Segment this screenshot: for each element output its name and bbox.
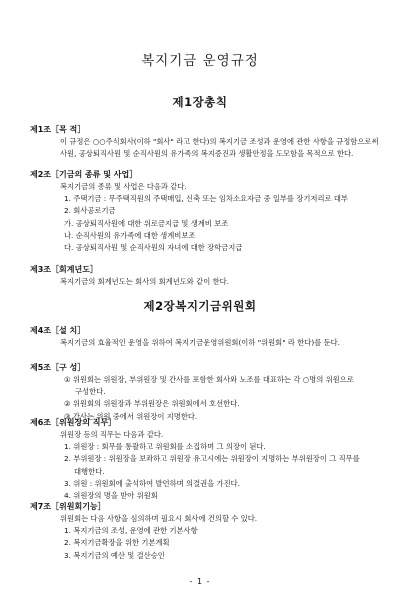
chapter-1-heading: 제1장총칙	[172, 95, 228, 109]
article-4	[30, 325, 382, 349]
article-3-heading: 제3조［회계년도］	[30, 265, 98, 274]
article-2-subitem-b: 나. 순직사원의 유가족에 대한 생계비보조	[64, 230, 196, 240]
document-title: 복지기금 운영규정	[141, 53, 259, 69]
article-6-intro: 위원장 등의 직무는 다음과 같다.	[60, 430, 164, 439]
article-3-text: 복지기금의 회계년도는 회사의 회계년도와 같이 한다.	[60, 277, 229, 286]
article-6-item-3: 3. 위원 : 위원회에 출석하여 발언하며 의결권을 가진다.	[64, 478, 240, 488]
article-5-clause-1: ① 위원회는 위원장, 부위원장 및 간사를 포함한 회사와 노조를 대표하는 각 ○명의 위원으로 구성한다.	[64, 375, 354, 397]
article-5-heading: 제5조［구 성］	[30, 363, 86, 372]
article-2-item-1: 1. 주택기금 : 무주택직원의 주택매입, 신축 또는 임차소요자금 중 일부를 장기저리로 대부	[64, 194, 348, 204]
article-6-item-1: 1. 위원장 : 회무를 통괄하고 위원회를 소집하며 그 의장이 된다.	[64, 442, 266, 452]
article-2-subitem-c: 다. 공상퇴직사원 및 순직사원의 자녀에 대한 장학금지급	[64, 243, 243, 253]
article-6	[30, 417, 382, 502]
article-6-heading: 제6조［위원장의 직무］	[30, 418, 117, 427]
article-1	[30, 124, 382, 160]
article-7-item-3: 3. 복지기금의 예산 및 결산승인	[64, 550, 165, 560]
article-5-clause-2: ② 위원회의 위원장과 부위원장은 위원회에서 호선한다.	[64, 399, 240, 409]
article-2-intro: 복지기금의 종류 및 사업은 다음과 같다.	[60, 182, 187, 191]
article-2-heading: 제2조［기금의 종류 및 사업］	[30, 170, 138, 179]
article-5	[30, 362, 382, 423]
article-2-item-2: 2. 회사공로기금	[64, 206, 116, 216]
chapter-2-heading: 제2장복지기금위원회	[143, 299, 257, 313]
article-1-heading: 제1조［목 적］	[30, 125, 86, 134]
article-5-clause-3: ③ 간사는 위원 중에서 위원장이 지명한다.	[64, 411, 198, 421]
article-6-item-4: 4. 위원장의 명을 받아 위원회	[64, 491, 158, 501]
page-number: - 1 -	[189, 577, 211, 586]
article-7	[30, 501, 382, 562]
article-3	[30, 264, 382, 288]
article-7-item-2: 2. 복지기금확장을 위한 기본계획	[64, 538, 170, 548]
article-7-heading: 제7조［위원회기능］	[30, 502, 106, 511]
article-6-item-2: 2. 부위원장 : 위원장을 보좌하고 위원장 유고시에는 위원장이 지명하는 부위원장이 그 직무를 대행한다.	[64, 454, 360, 476]
article-1-text: 이 규정은 ○○주식회사(이하 "회사" 라고 한다)의 복지기금 조성과 운영에 관한 사항을 규정함으로써 사원, 공상퇴직사원 및 순직사원의 유가족의 복지증진과 생활안정을 도모함을 목적으로 한다.	[60, 137, 379, 159]
article-4-text: 복지기금의 효율적인 운영을 위하여 복지기금운영위원회(이하 "위원회" 라 한다)를 둔다.	[60, 338, 340, 347]
article-7-item-1: 1. 복지기금의 조성, 운영에 관한 기본사항	[64, 526, 198, 536]
article-2	[30, 169, 382, 254]
article-7-intro: 위원회는 다음 사항을 심의하며 필요시 회사에 건의할 수 있다.	[60, 514, 258, 523]
article-4-heading: 제4조［설 치］	[30, 326, 86, 335]
article-2-subitem-a: 가. 공상퇴직사원에 대한 위로금지급 및 생계비 보조	[64, 218, 229, 228]
